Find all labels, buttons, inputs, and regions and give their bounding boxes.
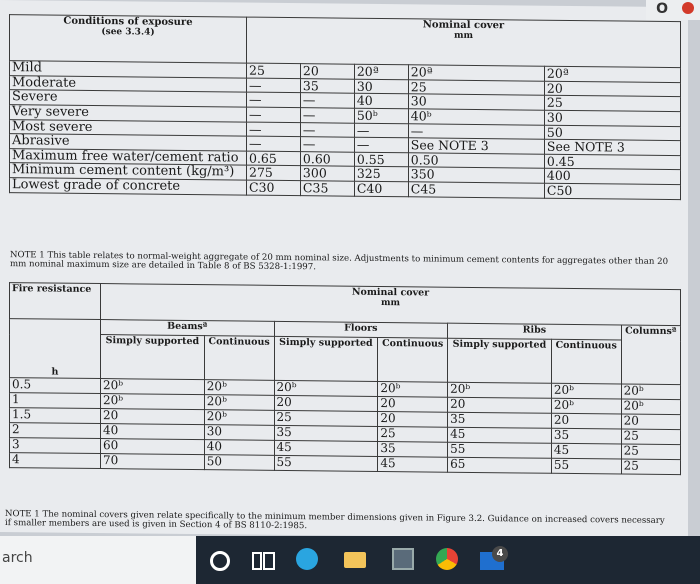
table-row: Very severe — — 50ᵇ 40ᵇ 30	[10, 105, 681, 127]
taskbar-search-text: arch	[2, 550, 33, 566]
hour-label: h	[10, 319, 101, 379]
table-row: Lowest grade of concrete C30 C35 C40 C45 C50	[10, 178, 681, 200]
table-row: Moderate — 35 30 25 20	[10, 75, 681, 97]
table-row: 1 20ᵇ 20ᵇ 20 20 20 20ᵇ 20ᵇ	[10, 393, 681, 415]
table2-note: NOTE 1 The nominal covers given relate specifically to the minimum member dimensions given in Figure 3.2. Guidance on increased covers necessary if smaller members are used is given in Section 4 of BS 8110-2:1985.	[5, 509, 665, 532]
fire-resistance-header: Fire resistance	[10, 283, 101, 320]
table-row: 1.5 20 20ᵇ 25 20 35 20 20	[10, 408, 681, 430]
table-row: Mild 25 20 20ª 20ª 20ª	[10, 61, 681, 83]
table-row: 3 60 40 45 35 55 45 25	[10, 438, 681, 460]
profile-icon[interactable]	[682, 2, 694, 14]
taskbar	[0, 536, 700, 584]
table-row: Minimum cement content (kg/m³) 275 300 325 350 400	[10, 163, 681, 185]
floors-header: Floors	[274, 321, 448, 338]
ribs-simply-header: Simply supported	[448, 338, 552, 383]
ribs-header: Ribs	[448, 323, 622, 340]
beams-continuous-header: Continuous	[204, 336, 274, 381]
table-row: 2 40 30 35 25 45 35 25	[10, 423, 681, 445]
beams-header: Beamsª	[101, 320, 275, 337]
edge-browser-icon[interactable]	[296, 548, 318, 570]
file-explorer-icon[interactable]	[344, 552, 366, 568]
columns-header: Columnsª	[621, 325, 680, 385]
table-row: Most severe — — — — 50	[10, 119, 681, 141]
table1-note: NOTE 1 This table relates to normal-weight aggregate of 20 mm nominal size. Adjustments to minimum cement contents for aggregates other than 20 mm nominal maximum size are detailed in Table 8 of BS 5328-1:1997.	[10, 250, 669, 273]
fire-resistance-table	[9, 282, 681, 475]
floors-continuous-header: Continuous	[378, 337, 448, 382]
exposure-header: Conditions of exposure (see 3.3.4)	[10, 15, 247, 63]
exposure-cover-table	[9, 14, 681, 200]
beams-simply-header: Simply supported	[101, 335, 205, 380]
nominal-cover-header: Nominal cover mm	[247, 17, 681, 68]
ribs-continuous-header: Continuous	[551, 339, 621, 384]
table-row: Maximum free water/cement ratio 0.65 0.60 0.55 0.50 0.45	[10, 148, 681, 170]
nominal-cover-header-2: Nominal cover mm	[101, 284, 681, 326]
table-row: Abrasive — — — See NOTE 3 See NOTE 3	[10, 134, 681, 156]
task-view-icon[interactable]	[252, 550, 274, 572]
table-row: Severe — — 40 30 25	[10, 90, 681, 112]
cortana-icon[interactable]	[210, 551, 230, 571]
browser-top-bar	[646, 0, 700, 20]
chrome-icon[interactable]	[436, 548, 458, 570]
floors-simply-header: Simply supported	[274, 336, 378, 381]
taskbar-search-box[interactable]	[0, 536, 196, 584]
table-row: 4 70 50 55 45 65 55 25	[10, 453, 681, 475]
store-icon[interactable]	[392, 548, 414, 570]
mail-badge: 4	[492, 546, 508, 562]
table-row: 0.5 20ᵇ 20ᵇ 20ᵇ 20ᵇ 20ᵇ 20ᵇ 20ᵇ	[10, 378, 681, 400]
search-icon[interactable]: O	[656, 1, 668, 17]
